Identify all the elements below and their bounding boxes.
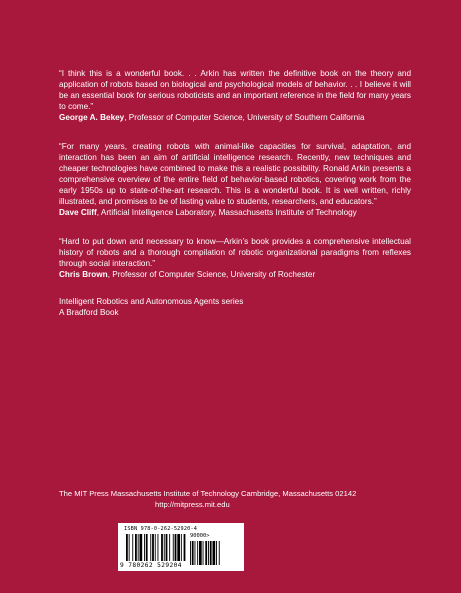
- endorsement-attribution: [59, 269, 411, 280]
- addon-bar: [205, 541, 207, 565]
- isbn-label: ISBN 978-0-262-52920-4: [124, 526, 198, 532]
- endorsement-text: “For many years, creating robots with animal-like capacities for survival, adaptation, and interaction has been an aim of artificial intelligence research. Recently, new techniques and cheaper technologies have combined to make this a realistic possibility. Ronald Arkin presents a comprehensive overview of the entire field of behavior-based robotics, covering work from the early 1950s up to state-of-the-art research. This is a wonderful book. It is well written, richly illustrated, and promises to be of lasting value to students, researchers, and educators.”: [59, 142, 411, 206]
- series-name: Intelligent Robotics and Autonomous Agents series: [59, 297, 244, 306]
- price-addon: 90000>: [190, 533, 210, 539]
- barcode-bar: [181, 534, 182, 561]
- series-info: [59, 296, 411, 318]
- addon-bar: [216, 541, 217, 565]
- endorsement-2: [59, 141, 411, 218]
- endorsement-affiliation: , Professor of Computer Science, University of Southern California: [124, 113, 365, 122]
- barcode-bar: [140, 534, 143, 561]
- addon-bar: [197, 541, 198, 565]
- barcode-bar: [161, 534, 163, 561]
- addon-bar: [190, 541, 191, 565]
- barcode-bar: [175, 534, 177, 561]
- endorsement-text: “I think this is a wonderful book. . . Arkin has written the definitive book on the theory and application of robots based on biological and psychological models of behavior. . . I believe it will be an essential book for serious roboticists and an important reference in the field for many years to come.”: [59, 69, 411, 111]
- endorsement-author: Dave Cliff: [59, 208, 97, 217]
- barcode-bar: [132, 534, 133, 561]
- endorsement-3: [59, 236, 411, 280]
- barcode-bar: [126, 534, 128, 561]
- addon-bar: [195, 541, 196, 565]
- publisher-info: [59, 488, 411, 510]
- barcode-bar: [138, 534, 139, 561]
- publisher-address: The MIT Press Massachusetts Institute of Technology Cambridge, Massachusetts 02142: [59, 489, 357, 498]
- barcode-bar: [169, 534, 170, 561]
- publisher-url: http://mitpress.mit.edu: [155, 500, 230, 509]
- barcode-bar: [155, 534, 156, 561]
- isbn-barcode: [118, 523, 244, 571]
- barcode-bar: [129, 534, 130, 561]
- barcode-bar: [144, 534, 145, 561]
- addon-bar: [203, 541, 204, 565]
- endorsement-author: Chris Brown: [59, 270, 108, 279]
- addon-bar: [192, 541, 194, 565]
- addon-bar: [199, 541, 202, 565]
- endorsement-1: [59, 68, 411, 123]
- addon-bar: [219, 541, 220, 565]
- barcode-bar: [177, 534, 180, 561]
- addon-bar: [208, 541, 209, 565]
- barcode-digits: 9 780262 529204: [120, 562, 182, 569]
- endorsement-attribution: [59, 112, 411, 123]
- barcode-bar: [173, 534, 174, 561]
- endorsement-author: George A. Bekey: [59, 113, 125, 122]
- barcode-bar: [146, 534, 148, 561]
- endorsement-text: “Hard to put down and necessary to know—Arkin’s book provides a comprehensive intellectual history of robots and a thorough compilation of robotic organizational paradigms from reflexes through social interaction.”: [59, 237, 411, 268]
- endorsement-attribution: [59, 207, 411, 218]
- barcode-bar: [135, 534, 137, 561]
- endorsement-affiliation: , Artificial Intelligence Laboratory, Massachusetts Institute of Technology: [96, 208, 357, 217]
- endorsement-affiliation: , Professor of Computer Science, University of Rochester: [107, 270, 316, 279]
- endorsements: [59, 68, 411, 318]
- addon-bar: [210, 541, 212, 565]
- addon-bar: [213, 541, 216, 565]
- barcode-bar: [158, 534, 159, 561]
- barcode-bar: [152, 534, 154, 561]
- barcode-bar: [150, 534, 151, 561]
- barcode-bar: [166, 534, 168, 561]
- barcode-bar: [184, 534, 186, 561]
- imprint-name: A Bradford Book: [59, 308, 119, 317]
- barcode-bar: [164, 534, 165, 561]
